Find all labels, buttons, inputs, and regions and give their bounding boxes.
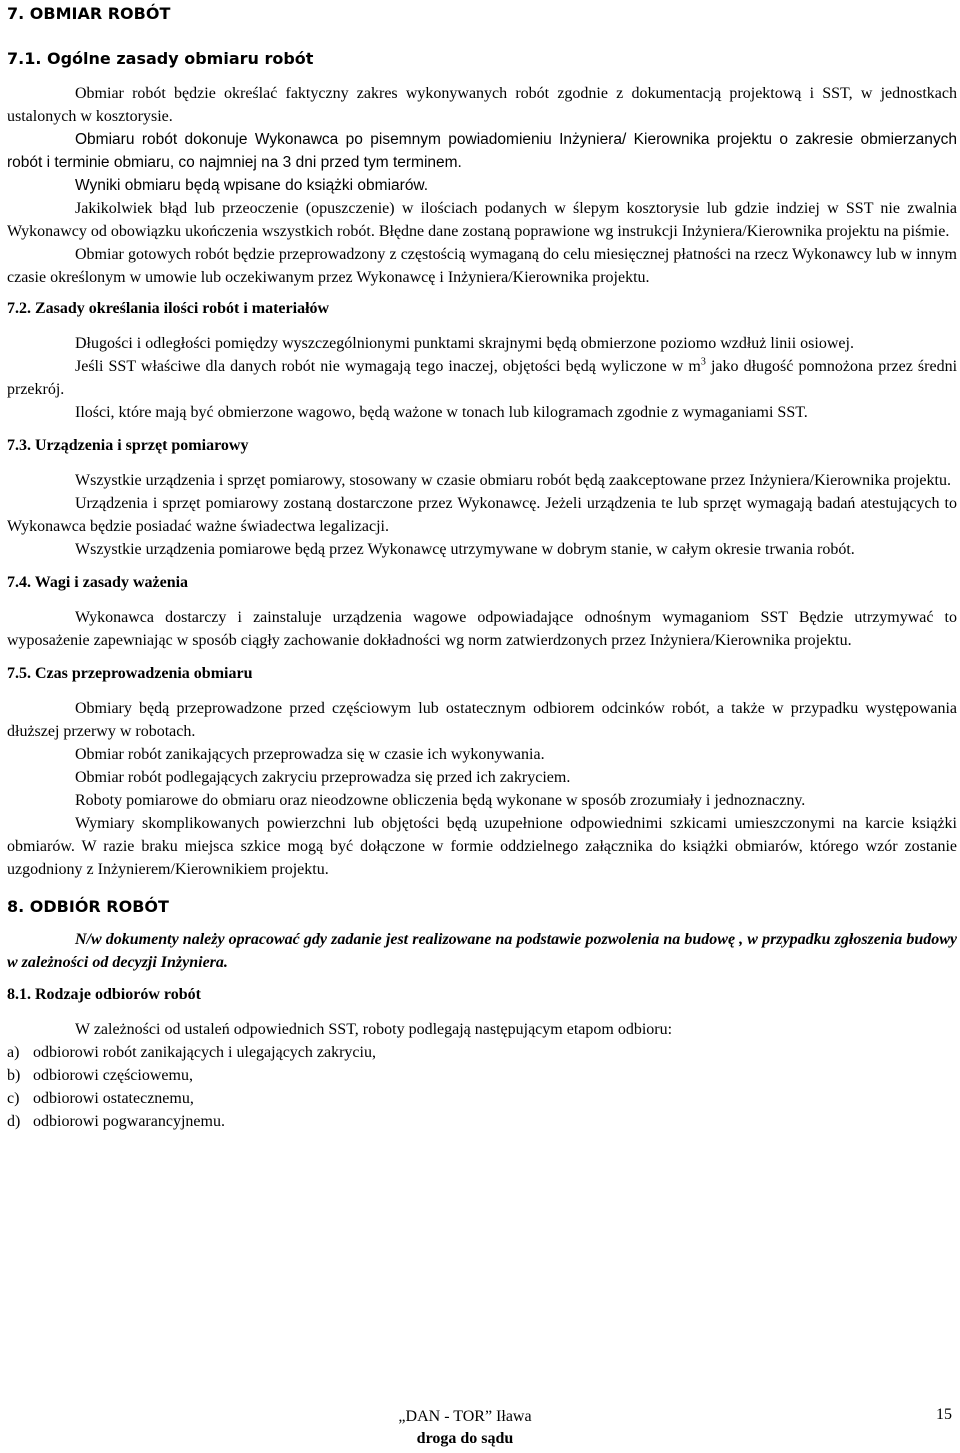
paragraph: Wymiary skomplikowanych powierzchni lub objętości będą uzupełnione odpowiednimi szkicami umieszczonymi na karcie książki obmiarów. W razie braku miejsca szkice mogą być dołączone w formie oddzielnego załącznika do książki obmiarów, którego wzór zostanie uzgodniony z Inżynierem/Kierownikiem projektu. [7, 815, 957, 878]
paragraph-text: jako długość pomnożona przez średni przekrój. [7, 358, 958, 398]
footer-company: „DAN - TOR” Iława [398, 1408, 532, 1425]
section-8-heading: 8. ODBIÓR ROBÓT [7, 897, 169, 916]
paragraph: Obmiaru robót dokonuje Wykonawca po pisemnym powiadomieniu Inżyniera/ Kierownika projektu o zakresie obmierzanych robót i terminie obmiaru, co najmniej na 3 dni przed tym terminem. [7, 131, 957, 171]
section-7-4-heading: 7.4. Wagi i zasady ważenia [7, 574, 189, 591]
paragraph: Obmiary będą przeprowadzone przed częściowym lub ostatecznym odbiorem odcinków robót, a także w przypadku występowania dłuższej przerwy w robotach. [7, 700, 957, 740]
paragraph: Obmiar robót zanikających przeprowadza się w czasie ich wykonywania. [75, 746, 545, 763]
paragraph: Roboty pomiarowe do obmiaru oraz nieodzowne obliczenia będą wykonane w sposób zrozumiały i jednoznaczny. [75, 792, 806, 809]
paragraph [7, 355, 957, 401]
paragraph: Obmiar robót podlegających zakryciu przeprowadza się przed ich zakryciem. [75, 769, 571, 786]
list-item [7, 1087, 957, 1110]
list-item-text: odbiorowi pogwarancyjnemu. [33, 1113, 225, 1130]
paragraph: W zależności od ustaleń odpowiednich SST, roboty podlegają następującym etapom odbioru: [75, 1021, 673, 1038]
paragraph: Wyniki obmiaru będą wpisane do książki obmiarów. [75, 177, 429, 194]
list-item-text: odbiorowi ostatecznemu, [33, 1090, 194, 1107]
paragraph: Wykonawca dostarczy i zainstaluje urządzenia wagowe odpowiadające odnośnym wymaganiom SST Będzie utrzymywać to wyposażenie zapewniając w sposób ciągły zachowanie dokładności wg norm zatwierdzonych przez Inżyniera/Kierownika projektu. [7, 609, 957, 649]
list-item [7, 1110, 957, 1133]
list-item-text: odbiorowi częściowemu, [33, 1067, 193, 1084]
list-item-text: odbiorowi robót zanikających i ulegających zakryciu, [33, 1044, 376, 1061]
note-paragraph: N/w dokumenty należy opracować gdy zadanie jest realizowane na podstawie pozwolenia na budowę , w przypadku zgłoszenia budowy w zależności od decyzji Inżyniera. [7, 931, 957, 971]
paragraph: Ilości, które mają być obmierzone wagowo, będą ważone w tonach lub kilogramach zgodnie z wymaganiami SST. [75, 404, 808, 421]
list-marker: a) [7, 1044, 20, 1061]
paragraph: Wszystkie urządzenia i sprzęt pomiarowy, stosowany w czasie obmiaru robót będą zaakceptowane przez Inżyniera/Kierownika projektu. [75, 472, 951, 489]
section-7-2-heading: 7.2. Zasady określania ilości robót i materiałów [7, 300, 330, 317]
footer-subtitle: droga do sądu [416, 1430, 514, 1447]
list-item [7, 1041, 957, 1064]
section-7-1-heading: 7.1. Ogólne zasady obmiaru robót [7, 49, 314, 68]
paragraph: Urządzenia i sprzęt pomiarowy zostaną dostarczone przez Wykonawcę. Jeżeli urządzenia te lub sprzęt wymagają badań atestujących to Wykonawca będzie posiadać ważne świadectwa legalizacji. [7, 495, 957, 535]
list-marker: b) [7, 1067, 21, 1084]
paragraph: Obmiar gotowych robót będzie przeprowadzony z częstością wymaganą do celu miesięcznej płatności na rzecz Wykonawcy lub w innym czasie określonym w umowie lub oczekiwanym przez Wykonawcę i Inżyniera/Kierownika projektu. [7, 246, 957, 286]
paragraph-text: Jeśli SST właściwe dla danych robót nie wymagają tego inaczej, objętości będą wyliczone w m [75, 358, 701, 375]
document-page [7, 0, 957, 1133]
paragraph: Długości i odległości pomiędzy wyszczególnionymi punktami skrajnymi będą obmierzone poziomo wzdłuż linii osiowej. [75, 335, 854, 352]
paragraph: Jakikolwiek błąd lub przeoczenie (opuszczenie) w ilościach podanych w ślepym kosztorysie lub gdzie indziej w SST nie zwalnia Wykonawcy od obowiązku ukończenia wszystkich robót. Błędne dane zostaną poprawione wg instrukcji Inżyniera/Kierownika projektu na piśmie. [7, 200, 957, 240]
list-item [7, 1064, 957, 1087]
section-7-heading: 7. OBMIAR ROBÓT [7, 4, 171, 23]
section-7-5-heading: 7.5. Czas przeprowadzenia obmiaru [7, 665, 253, 682]
paragraph: Obmiar robót będzie określać faktyczny zakres wykonywanych robót zgodnie z dokumentacją projektową i SST, w jednostkach ustalonych w kosztorysie. [7, 85, 957, 125]
paragraph: Wszystkie urządzenia pomiarowe będą przez Wykonawcę utrzymywane w dobrym stanie, w całym okresie trwania robót. [75, 541, 855, 558]
section-7-3-heading: 7.3. Urządzenia i sprzęt pomiarowy [7, 437, 249, 454]
section-8-1-heading: 8.1. Rodzaje odbiorów robót [7, 986, 201, 1003]
superscript: 3 [700, 356, 706, 368]
list-marker: c) [7, 1090, 20, 1107]
page-number: 15 [936, 1406, 952, 1423]
list-marker: d) [7, 1113, 21, 1130]
